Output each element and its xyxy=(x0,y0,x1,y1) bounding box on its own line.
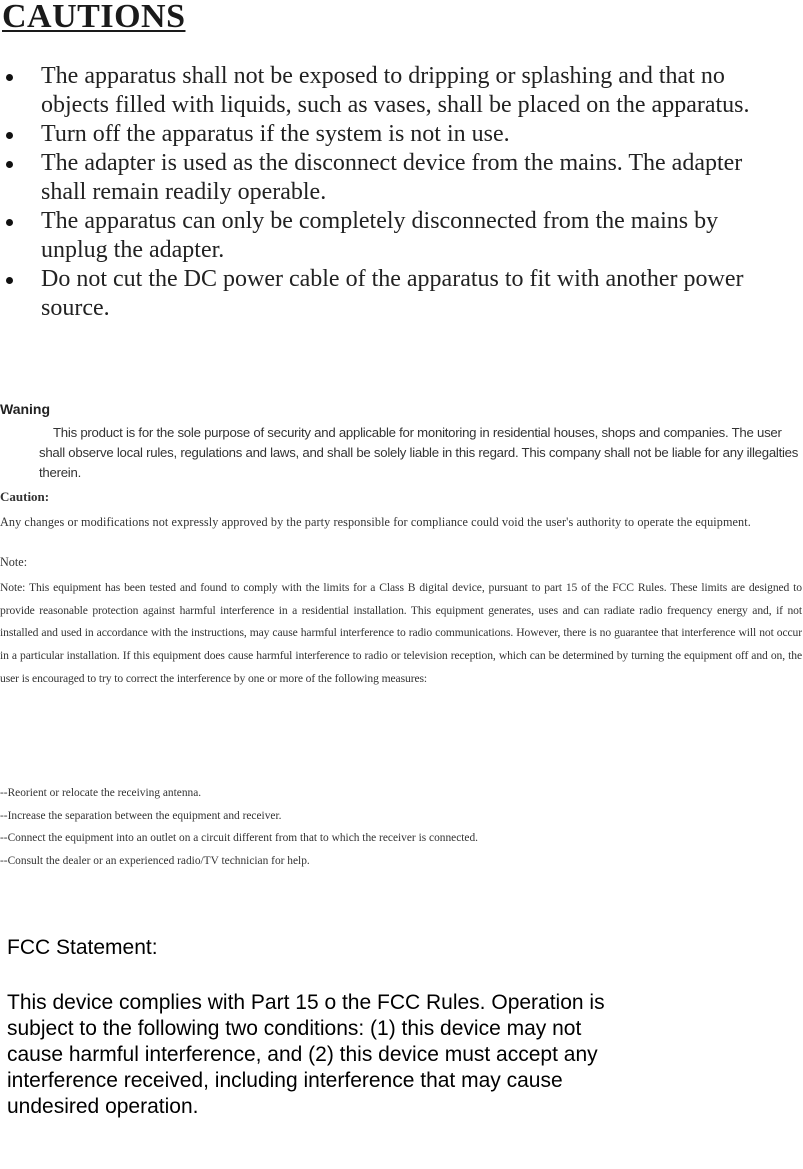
bullet-icon xyxy=(6,161,13,168)
caution-item xyxy=(0,207,790,265)
caution-item xyxy=(0,265,790,323)
bullet-icon xyxy=(6,219,13,226)
measure-item: --Increase the separation between the equipment and receiver. xyxy=(0,809,282,822)
caution-heading: Caution: xyxy=(0,489,50,504)
note-heading: Note: xyxy=(0,555,28,569)
measure-item: --Connect the equipment into an outlet on a circuit different from that to which the receiver is connected. xyxy=(0,832,479,845)
fcc-statement-text: This device complies with Part 15 o the FCC Rules. Operation is subject to the following two conditions: (1) this device may not cause harmful interference, and (2) this device must accept any interference received, including interference that may cause undesired operation. xyxy=(7,991,605,1118)
bullet-icon xyxy=(6,74,13,81)
caution-item-text: The adapter is used as the disconnect device from the mains. The adapter shall remain readily operable. xyxy=(41,150,743,205)
bullet-icon xyxy=(6,132,13,139)
caution-item xyxy=(0,120,790,149)
caution-item-text: The apparatus can only be completely disconnected from the mains by unplug the adapter. xyxy=(41,208,719,263)
cautions-list xyxy=(0,62,790,323)
cautions-title: CAUTIONS xyxy=(2,0,186,35)
warning-heading: Waning xyxy=(0,401,51,417)
warning-text: This product is for the sole purpose of security and applicable for monitoring in residential houses, shops and companies. The user shall observe local rules, regulations and laws, and shall be solely liable in this regard. This company shall not be liable for any illegalties therein. xyxy=(39,425,799,480)
fcc-statement-heading: FCC Statement: xyxy=(7,936,158,959)
bullet-icon xyxy=(6,277,13,284)
interference-measures-list xyxy=(0,782,800,873)
caution-item-text: Turn off the apparatus if the system is not in use. xyxy=(41,121,510,147)
caution-item-text: The apparatus shall not be exposed to dripping or splashing and that no objects filled with liquids, such as vases, shall be placed on the apparatus. xyxy=(41,63,750,118)
caution-text: Any changes or modifications not expressly approved by the party responsible for compliance could void the user's authority to operate the equipment. xyxy=(0,515,751,529)
note-text: Note: This equipment has been tested and found to comply with the limits for a Class B digital device, pursuant to part 15 of the FCC Rules. These limits are designed to provide reasonable protection against harmful interference in a residential installation. This equipment generates, uses and can radiate radio frequency energy and, if not installed and used in accordance with the instructions, may cause harmful interference to radio communications. However, there is no guarantee that interference will not occur in a particular installation. If this equipment does cause harmful interference to radio or television reception, which can be determined by turning the equipment off and on, the user is encouraged to try to correct the interference by one or more of the following measures: xyxy=(0,581,802,685)
caution-item xyxy=(0,62,790,120)
caution-item-text: Do not cut the DC power cable of the apparatus to fit with another power source. xyxy=(41,266,744,321)
measure-item: --Consult the dealer or an experienced radio/TV technician for help. xyxy=(0,855,310,868)
caution-item xyxy=(0,149,790,207)
measure-item: --Reorient or relocate the receiving antenna. xyxy=(0,787,202,799)
